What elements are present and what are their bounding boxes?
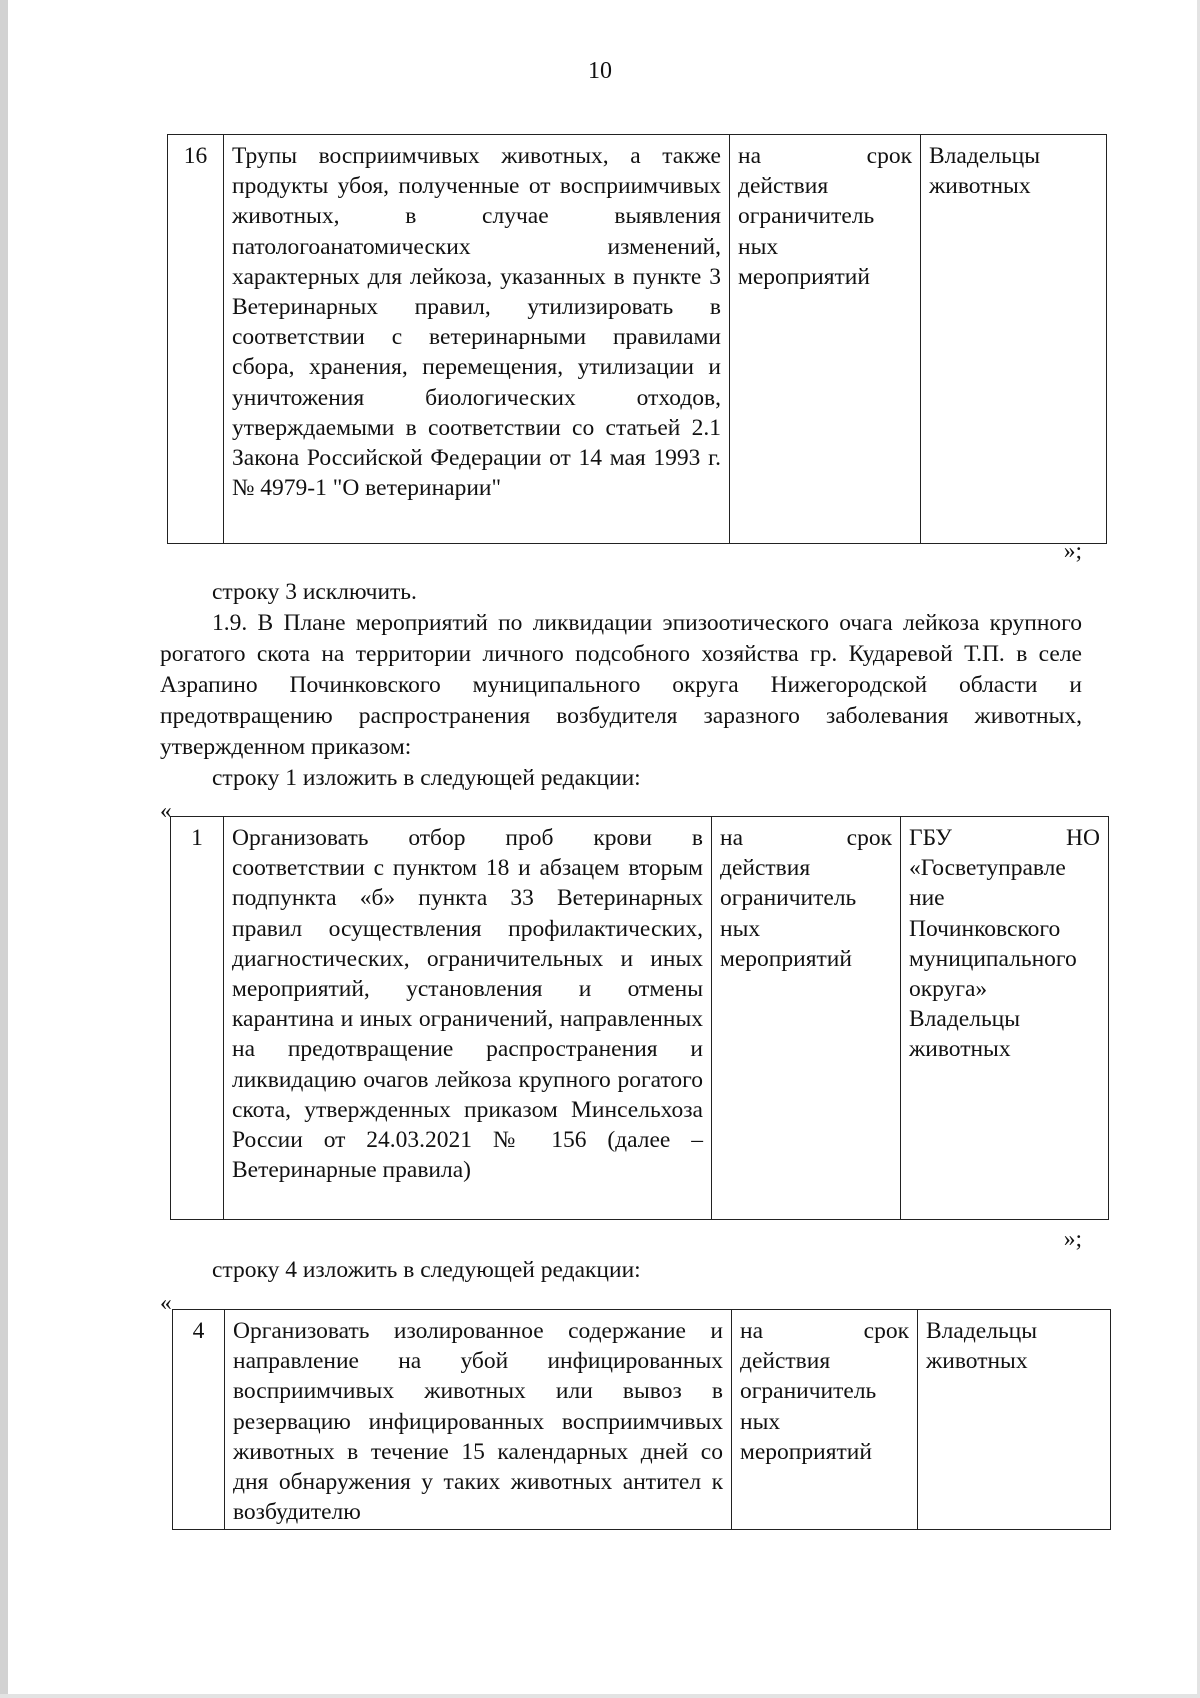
row-responsible xyxy=(901,817,1109,1220)
term-rest: действия ограничитель ных мероприятий xyxy=(740,1348,877,1465)
responsible-rest: «Госветуправле ние Починковского муниципального округа» Владельцы животных xyxy=(909,855,1077,1063)
table-row-4 xyxy=(172,1309,1111,1530)
term-first-line: на срок xyxy=(738,143,912,169)
closing-quote: »; xyxy=(1063,1226,1082,1252)
table-row xyxy=(171,817,1109,1220)
row-number: 16 xyxy=(168,135,224,544)
term-rest: действия ограничитель ных мероприятий xyxy=(720,855,857,972)
row-description: Организовать отбор проб крови в соответствии с пунктом 18 и абзацем вторым подпункта «б» пункта 33 Ветеринарных правил осуществления профилактических, диагностических, ограничительных и иных мероприятий, установления и отмены карантина и иных ограничений, направленных на предотвращение распространения и ликвидацию очагов лейкоза крупного рогатого скота, утвержденных приказом Минсельхоза России от 24.03.2021 № 156 (далее – Ветеринарные правила) xyxy=(224,817,712,1220)
row-responsible: Владельцы животных xyxy=(921,135,1107,544)
table-row-1 xyxy=(170,816,1109,1220)
row-responsible: Владельцы животных xyxy=(918,1310,1111,1530)
table-row-16 xyxy=(167,134,1107,544)
row-term xyxy=(730,135,921,544)
row-description: Трупы восприимчивых животных, а также продукты убоя, полученные от восприимчивых животных, в случае выявления патологоанатомических изменений, характерных для лейкоза, указанных в пункте 3 Ветеринарных правил, утилизировать в соответствии с ветеринарными правилами сбора, хранения, перемещения, утилизации и уничтожения биологических отходов, утверждаемыми в соответствии со статьей 2.1 Закона Российской Федерации от 14 мая 1993 г. № 4979-1 "О ветеринарии" xyxy=(224,135,730,544)
row-term xyxy=(712,817,901,1220)
paragraph-1-9: 1.9. В Плане мероприятий по ликвидации эпизоотического очага лейкоза крупного рогатого скота на территории личного подсобного хозяйства гр. Кударевой Т.П. в селе Азрапино Починковского муниципального округа Нижегородской области и предотвращению распространения возбудителя заразного заболевания животных, утвержденном приказом: xyxy=(160,610,1082,760)
table-row xyxy=(173,1310,1111,1530)
scan-edge-bottom xyxy=(0,1694,1200,1698)
scan-edge-left xyxy=(0,0,8,1698)
term-first-line: на срок xyxy=(740,1318,909,1344)
page-number: 10 xyxy=(588,58,612,84)
row-number: 4 xyxy=(173,1310,225,1530)
table-row xyxy=(168,135,1107,544)
opening-quote: « xyxy=(160,1290,172,1316)
row-number: 1 xyxy=(171,817,224,1220)
row-description: Организовать изолированное содержание и направление на убой инфицированных восприимчивых животных или вывоз в резервацию инфицированных восприимчивых животных в течение 15 календарных дней со дня обнаружения у таких животных антител к возбудителю xyxy=(225,1310,732,1530)
row-term xyxy=(732,1310,918,1530)
opening-quote: « xyxy=(160,798,172,824)
closing-quote: »; xyxy=(1063,538,1082,564)
term-rest: действия ограничитель ных мероприятий xyxy=(738,173,875,290)
instruction-row-1: строку 1 изложить в следующей редакции: xyxy=(212,765,641,791)
instruction-row-4: строку 4 изложить в следующей редакции: xyxy=(212,1257,641,1283)
instruction-exclude-row: строку 3 исключить. xyxy=(212,579,417,605)
term-first-line: на срок xyxy=(720,825,892,851)
responsible-first-line: ГБУ НО xyxy=(909,825,1100,851)
